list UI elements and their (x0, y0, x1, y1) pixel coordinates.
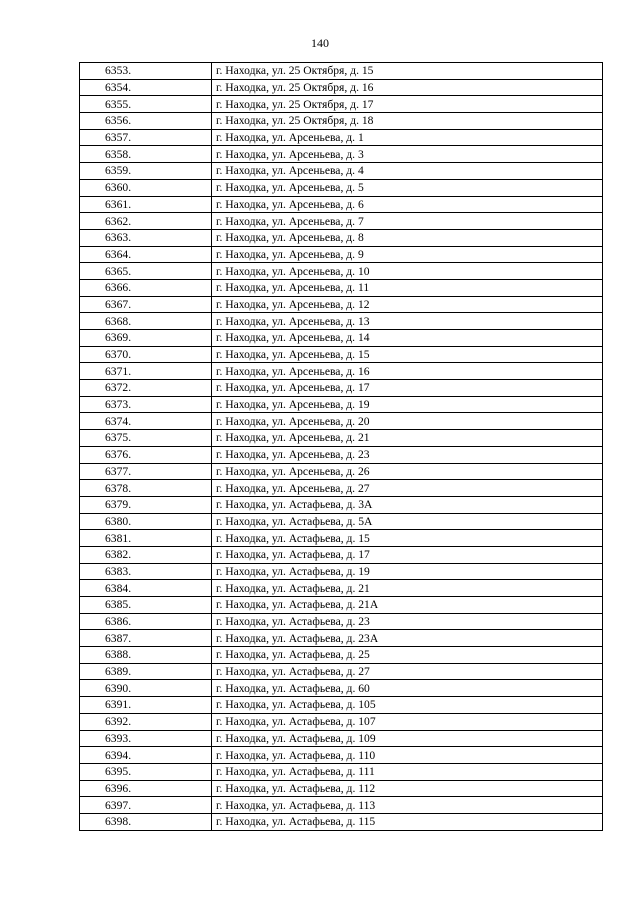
row-address: г. Находка, ул. Арсеньева, д. 8 (212, 229, 603, 246)
row-address: г. Находка, ул. Арсеньева, д. 27 (212, 480, 603, 497)
row-number: 6359. (80, 163, 212, 180)
row-address: г. Находка, ул. Арсеньева, д. 13 (212, 313, 603, 330)
row-number: 6357. (80, 129, 212, 146)
table-row (80, 129, 603, 146)
table-row (80, 797, 603, 814)
table-row (80, 380, 603, 397)
table-row (80, 446, 603, 463)
row-address: г. Находка, ул. Арсеньева, д. 7 (212, 213, 603, 230)
table-row (80, 663, 603, 680)
row-number: 6393. (80, 730, 212, 747)
table-row (80, 79, 603, 96)
row-number: 6372. (80, 380, 212, 397)
page-number: 140 (311, 36, 329, 50)
row-number: 6387. (80, 630, 212, 647)
table-row (80, 413, 603, 430)
row-address: г. Находка, ул. 25 Октября, д. 17 (212, 96, 603, 113)
table-row (80, 730, 603, 747)
row-number: 6395. (80, 763, 212, 780)
row-address: г. Находка, ул. Арсеньева, д. 20 (212, 413, 603, 430)
row-address: г. Находка, ул. Астафьева, д. 27 (212, 663, 603, 680)
table-row (80, 763, 603, 780)
row-address: г. Находка, ул. Арсеньева, д. 1 (212, 129, 603, 146)
row-number: 6373. (80, 396, 212, 413)
row-number: 6364. (80, 246, 212, 263)
row-number: 6390. (80, 680, 212, 697)
table-row (80, 330, 603, 347)
row-address: г. Находка, ул. Астафьева, д. 23 (212, 613, 603, 630)
row-number: 6355. (80, 96, 212, 113)
row-address: г. Находка, ул. Астафьева, д. 23А (212, 630, 603, 647)
row-number: 6353. (80, 63, 212, 80)
table-row (80, 780, 603, 797)
row-number: 6381. (80, 530, 212, 547)
row-address: г. Находка, ул. Астафьева, д. 109 (212, 730, 603, 747)
row-number: 6377. (80, 463, 212, 480)
row-number: 6369. (80, 330, 212, 347)
row-number: 6379. (80, 496, 212, 513)
table-row (80, 396, 603, 413)
table-row (80, 229, 603, 246)
row-number: 6366. (80, 279, 212, 296)
row-number: 6376. (80, 446, 212, 463)
table-row (80, 213, 603, 230)
table-row (80, 96, 603, 113)
row-number: 6397. (80, 797, 212, 814)
row-number: 6356. (80, 113, 212, 130)
row-number: 6380. (80, 513, 212, 530)
table-row (80, 513, 603, 530)
row-address: г. Находка, ул. Арсеньева, д. 26 (212, 463, 603, 480)
row-address: г. Находка, ул. Арсеньева, д. 15 (212, 346, 603, 363)
table-row (80, 680, 603, 697)
table-row (80, 647, 603, 664)
row-address: г. Находка, ул. Астафьева, д. 21 (212, 580, 603, 597)
table-row (80, 263, 603, 280)
row-number: 6368. (80, 313, 212, 330)
row-address: г. Находка, ул. Астафьева, д. 111 (212, 763, 603, 780)
row-address: г. Находка, ул. Астафьева, д. 19 (212, 563, 603, 580)
table-row (80, 496, 603, 513)
row-address: г. Находка, ул. Астафьева, д. 107 (212, 713, 603, 730)
row-address: г. Находка, ул. Арсеньева, д. 19 (212, 396, 603, 413)
row-address: г. Находка, ул. Арсеньева, д. 5 (212, 179, 603, 196)
row-address: г. Находка, ул. Арсеньева, д. 21 (212, 430, 603, 447)
table-row (80, 480, 603, 497)
table-row (80, 630, 603, 647)
table-row (80, 246, 603, 263)
row-address: г. Находка, ул. Арсеньева, д. 6 (212, 196, 603, 213)
row-address: г. Находка, ул. Арсеньева, д. 12 (212, 296, 603, 313)
table-row (80, 363, 603, 380)
row-address: г. Находка, ул. Астафьева, д. 17 (212, 546, 603, 563)
row-address: г. Находка, ул. Арсеньева, д. 23 (212, 446, 603, 463)
row-number: 6363. (80, 229, 212, 246)
table-row (80, 146, 603, 163)
row-address: г. Находка, ул. Астафьева, д. 110 (212, 747, 603, 764)
row-address: г. Находка, ул. Астафьева, д. 112 (212, 780, 603, 797)
table-row (80, 613, 603, 630)
row-address: г. Находка, ул. Арсеньева, д. 4 (212, 163, 603, 180)
row-number: 6358. (80, 146, 212, 163)
table-row (80, 546, 603, 563)
table-row (80, 113, 603, 130)
row-number: 6389. (80, 663, 212, 680)
row-number: 6385. (80, 597, 212, 614)
row-number: 6392. (80, 713, 212, 730)
row-number: 6367. (80, 296, 212, 313)
row-address: г. Находка, ул. Астафьева, д. 60 (212, 680, 603, 697)
table-row (80, 530, 603, 547)
row-address: г. Находка, ул. Астафьева, д. 25 (212, 647, 603, 664)
table-row (80, 313, 603, 330)
row-address: г. Находка, ул. Арсеньева, д. 16 (212, 363, 603, 380)
table-row (80, 713, 603, 730)
row-address: г. Находка, ул. Астафьева, д. 21А (212, 597, 603, 614)
table-row (80, 463, 603, 480)
address-table-body (80, 63, 603, 831)
row-address: г. Находка, ул. Астафьева, д. 113 (212, 797, 603, 814)
row-number: 6354. (80, 79, 212, 96)
row-number: 6396. (80, 780, 212, 797)
address-table (79, 62, 603, 831)
row-number: 6378. (80, 480, 212, 497)
row-address: г. Находка, ул. Арсеньева, д. 11 (212, 279, 603, 296)
row-number: 6386. (80, 613, 212, 630)
row-number: 6362. (80, 213, 212, 230)
row-number: 6371. (80, 363, 212, 380)
table-row (80, 580, 603, 597)
table-row (80, 346, 603, 363)
row-address: г. Находка, ул. Астафьева, д. 115 (212, 813, 603, 830)
row-number: 6375. (80, 430, 212, 447)
row-number: 6382. (80, 546, 212, 563)
table-row (80, 597, 603, 614)
row-number: 6398. (80, 813, 212, 830)
table-row (80, 179, 603, 196)
row-number: 6383. (80, 563, 212, 580)
table-row (80, 196, 603, 213)
table-row (80, 563, 603, 580)
row-number: 6391. (80, 697, 212, 714)
table-row (80, 63, 603, 80)
row-number: 6374. (80, 413, 212, 430)
row-address: г. Находка, ул. Арсеньева, д. 17 (212, 380, 603, 397)
table-row (80, 430, 603, 447)
row-number: 6360. (80, 179, 212, 196)
row-address: г. Находка, ул. 25 Октября, д. 16 (212, 79, 603, 96)
row-number: 6384. (80, 580, 212, 597)
row-address: г. Находка, ул. Арсеньева, д. 9 (212, 246, 603, 263)
table-row (80, 697, 603, 714)
table-row (80, 813, 603, 830)
table-row (80, 163, 603, 180)
row-number: 6365. (80, 263, 212, 280)
row-address: г. Находка, ул. Арсеньева, д. 3 (212, 146, 603, 163)
row-number: 6361. (80, 196, 212, 213)
row-address: г. Находка, ул. 25 Октября, д. 15 (212, 63, 603, 80)
row-address: г. Находка, ул. Астафьева, д. 15 (212, 530, 603, 547)
row-address: г. Находка, ул. Арсеньева, д. 14 (212, 330, 603, 347)
row-number: 6370. (80, 346, 212, 363)
table-row (80, 296, 603, 313)
row-number: 6388. (80, 647, 212, 664)
row-number: 6394. (80, 747, 212, 764)
row-address: г. Находка, ул. Астафьева, д. 105 (212, 697, 603, 714)
table-row (80, 279, 603, 296)
row-address: г. Находка, ул. Астафьева, д. 3А (212, 496, 603, 513)
table-row (80, 747, 603, 764)
row-address: г. Находка, ул. 25 Октября, д. 18 (212, 113, 603, 130)
row-address: г. Находка, ул. Астафьева, д. 5А (212, 513, 603, 530)
row-address: г. Находка, ул. Арсеньева, д. 10 (212, 263, 603, 280)
